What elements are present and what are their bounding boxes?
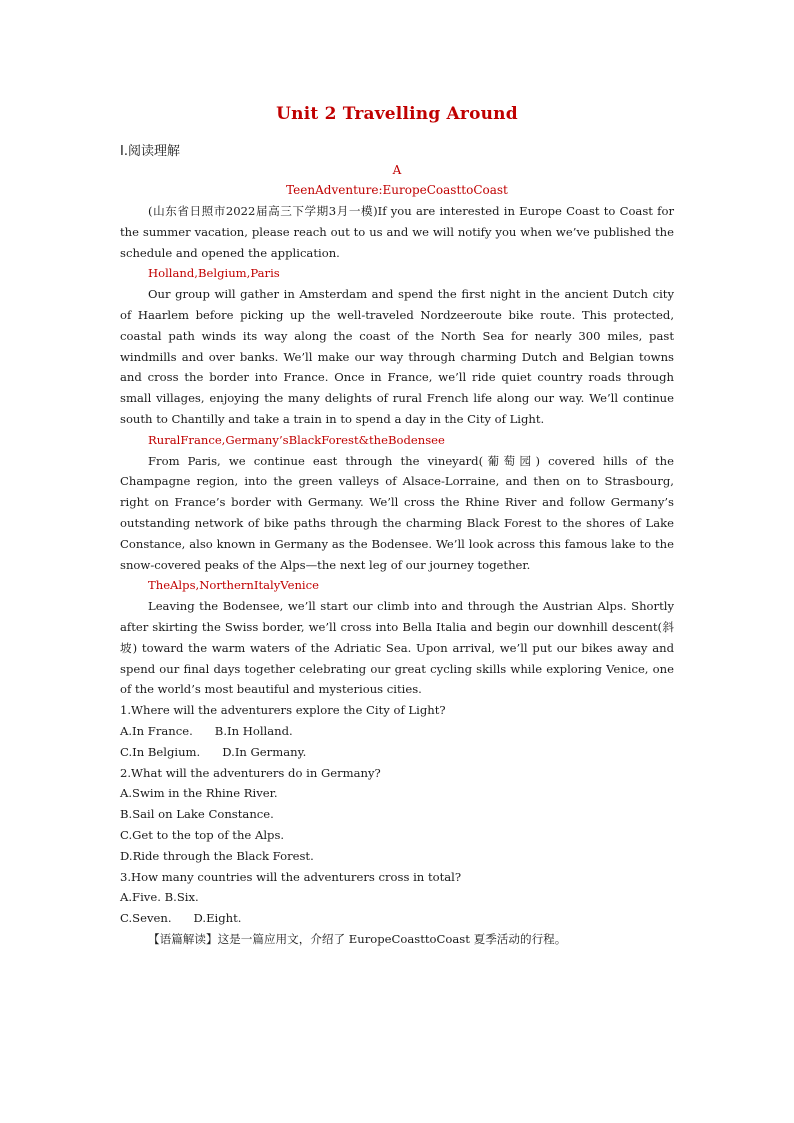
- interpretation-tag: 【语篇解读】: [148, 931, 218, 946]
- passage-interpretation: [120, 929, 674, 950]
- passage-body: [120, 201, 674, 950]
- option: A.In France.: [120, 723, 193, 738]
- passage-title: TeenAdventure:EuropeCoasttoCoast: [286, 183, 508, 197]
- section-heading: TheAlps,NorthernItalyVenice: [148, 578, 319, 593]
- option: A.Swim in the Rhine River.: [120, 786, 278, 801]
- question-stem: 3.How many countries will the adventurers cross in total?: [120, 869, 462, 884]
- section-paragraph: Leaving the Bodensee, we’ll start our climb into and through the Austrian Alps. Shortly after skirting the Swiss border, we’ll cross into Bella Italia and begin our downhill descent(斜坡) toward the warm waters of the Adriatic Sea. Upon arrival, we’ll put our bikes away and spend our final days together celebrating our great cycling skills while exploring Venice, one of the world’s most beautiful and mysterious cities.: [120, 599, 674, 697]
- option-row: [120, 825, 674, 846]
- section-paragraph: From Paris, we continue east through the vineyard(葡萄园) covered hills of the Champagne region, into the green valleys of Alsace-Lorraine, and then on to Strasbourg, right on France’s border with Germany. We’ll cross the Rhine River and follow Germany’s outstanding network of bike paths through the charming Black Forest to the shores of Lake Constance, also known in Germany as the Bodensee. We’ll look across this famous lake to the snow-covered peaks of the Alps—the next leg of our journey together.: [120, 453, 674, 572]
- unit-title: Unit 2 Travelling Around: [276, 104, 518, 124]
- interpretation-text: 这是一篇应用文，介绍了 EuropeCoasttoCoast 夏季活动的行程。: [217, 931, 567, 946]
- option: D.Eight.: [193, 911, 242, 926]
- option: C.Seven.: [120, 911, 172, 926]
- question-stem: 1.Where will the adventurers explore the City of Light?: [120, 703, 446, 718]
- section-paragraph: Our group will gather in Amsterdam and spend the first night in the ancient Dutch city of Haarlem before picking up the well-traveled Nordzeeroute bike route. This protected, coastal path winds its way along the coast of the North Sea for nearly 300 miles, past windmills and over banks. We’ll make our way through charming Dutch and Belgian towns and cross the border into France. Once in France, we’ll ride quiet country roads through small villages, enjoying the many delights of rural French life along our way. We’ll continue south to Chantilly and take a train in to spend a day in the City of Light.: [120, 287, 674, 426]
- option: B.Six.: [164, 890, 199, 905]
- section-heading: RuralFrance,Germany’sBlackForest&theBodensee: [148, 432, 445, 447]
- option: C.In Belgium.: [120, 744, 201, 759]
- option: C.Get to the top of the Alps.: [120, 827, 285, 842]
- section-heading: Holland,Belgium,Paris: [148, 266, 280, 281]
- option: B.In Holland.: [214, 723, 293, 738]
- option: B.Sail on Lake Constance.: [120, 807, 274, 822]
- option: D.Ride through the Black Forest.: [120, 848, 314, 863]
- option-row: [120, 846, 674, 867]
- option-row: [120, 804, 674, 825]
- option-row: [120, 887, 674, 908]
- option-row: [120, 783, 674, 804]
- section-label: Ⅰ.阅读理解: [120, 144, 180, 159]
- passage-intro: (山东省日照市2022届高三下学期3月一模)If you are interested in Europe Coast to Coast for the summer vacation, please reach out to us and we will notify you when we’ve published the schedule and opened the application.: [120, 204, 674, 260]
- option-row: [120, 721, 674, 742]
- passage-letter: A: [392, 163, 402, 177]
- question-stem: 2.What will the adventurers do in Germany?: [120, 765, 381, 780]
- option: D.In Germany.: [222, 744, 307, 759]
- option: A.Five.: [120, 890, 161, 905]
- option-row: [120, 908, 674, 929]
- option-row: [120, 742, 674, 763]
